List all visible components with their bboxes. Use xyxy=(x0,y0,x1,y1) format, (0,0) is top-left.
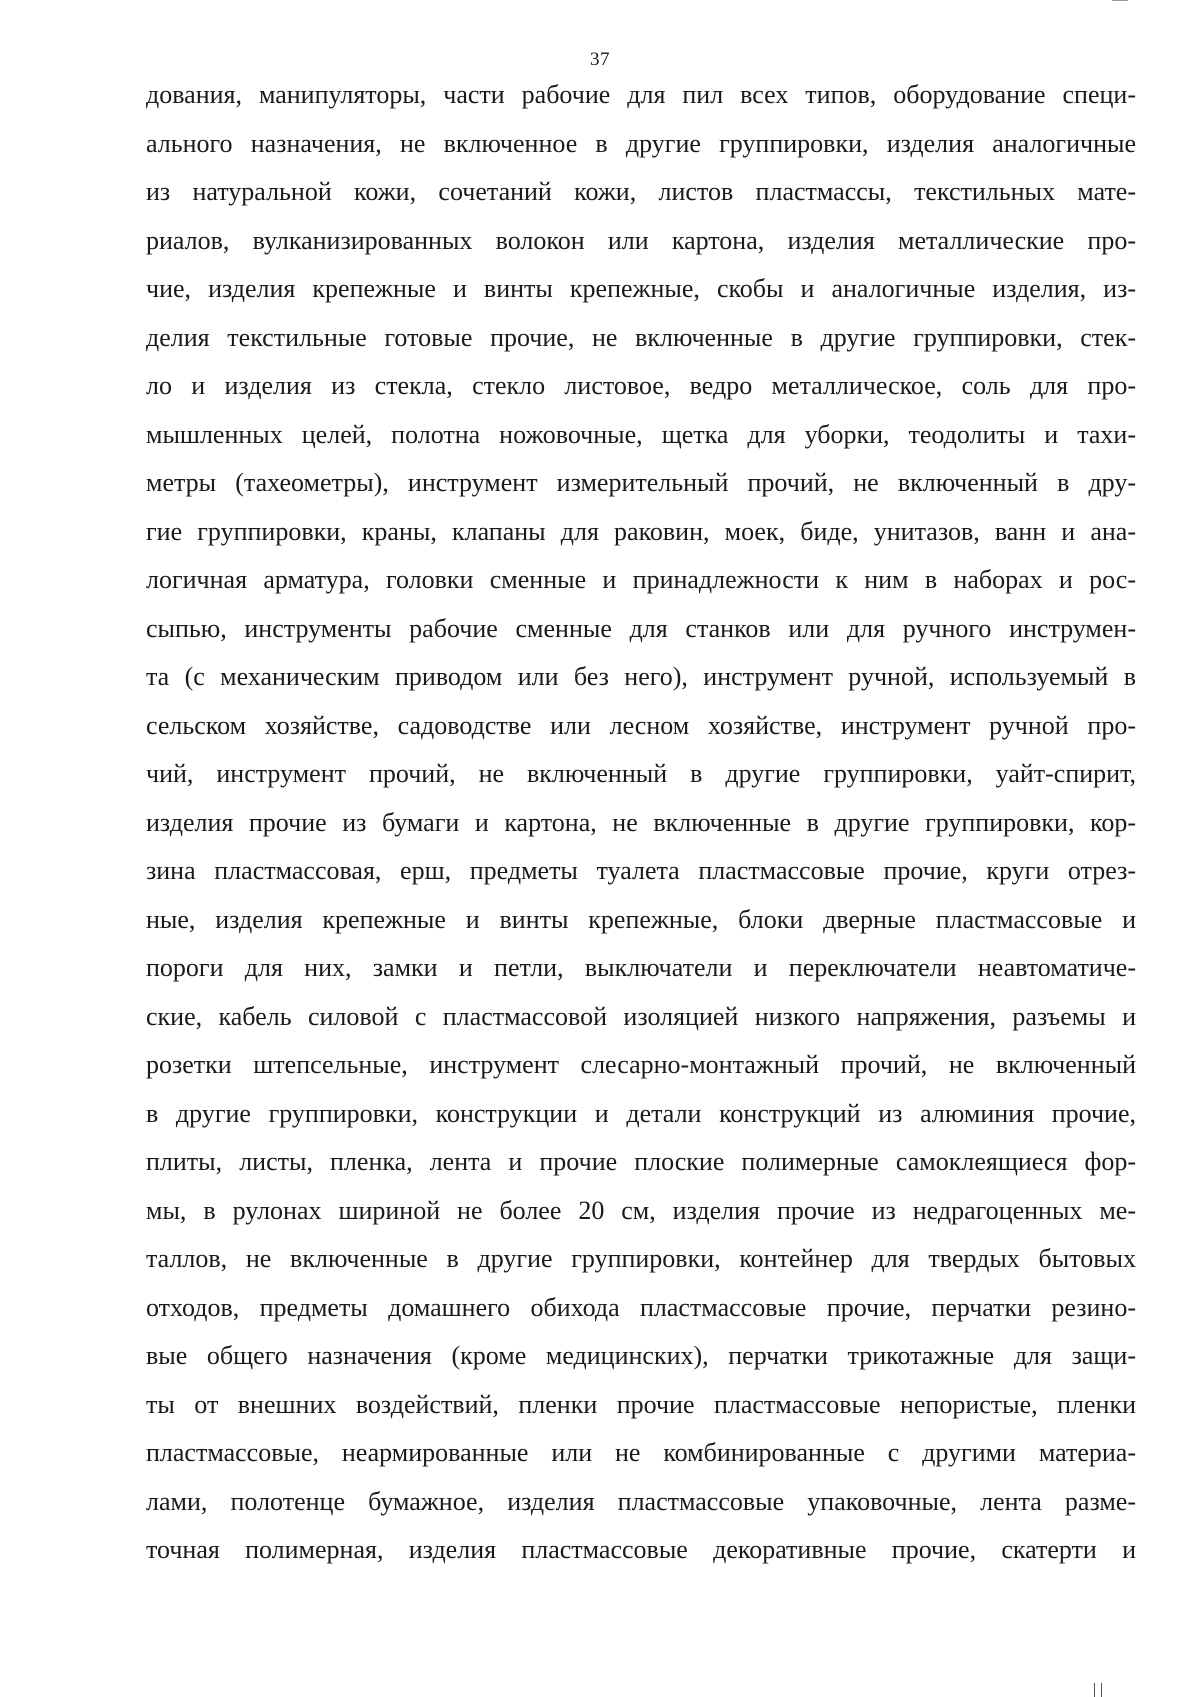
text-line: пороги для них, замки и петли, выключатели и переключатели неавтоматиче- xyxy=(146,953,1136,982)
text-line: вые общего назначения (кроме медицинских), перчатки трикотажные для защи- xyxy=(146,1341,1136,1370)
text-line: из натуральной кожи, сочетаний кожи, листов пластмассы, текстильных мате- xyxy=(146,177,1136,206)
scan-edge-mark-top xyxy=(1112,0,1128,5)
text-line: плиты, листы, пленка, лента и прочие плоские полимерные самоклеящиеся фор- xyxy=(146,1147,1136,1176)
text-line: точная полимерная, изделия пластмассовые декоративные прочие, скатерти и xyxy=(146,1535,1136,1564)
text-line: чие, изделия крепежные и винты крепежные, скобы и аналогичные изделия, из- xyxy=(146,274,1136,303)
text-line: сельском хозяйстве, садоводстве или лесном хозяйстве, инструмент ручной про- xyxy=(146,710,1136,740)
text-line: чий, инструмент прочий, не включенный в другие группировки, уайт-спирит, xyxy=(146,759,1136,788)
text-line: мышленных целей, полотна ножовочные, щетка для уборки, теодолиты и тахи- xyxy=(146,419,1136,449)
page-number: 37 xyxy=(590,49,610,70)
text-line: ального назначения, не включенное в другие группировки, изделия аналогичные xyxy=(146,128,1136,158)
text-line: изделия прочие из бумаги и картона, не включенные в другие группировки, кор- xyxy=(146,807,1136,837)
body-text xyxy=(146,71,1136,1575)
text-line: ло и изделия из стекла, стекло листовое, ведро металлическое, соль для про- xyxy=(146,371,1136,400)
text-line: мы, в рулонах шириной не более 20 см, изделия прочие из недрагоценных ме- xyxy=(146,1195,1136,1225)
text-line: зина пластмассовая, ерш, предметы туалета пластмассовые прочие, круги отрез- xyxy=(146,856,1136,885)
text-line: лами, полотенце бумажное, изделия пластмассовые упаковочные, лента разме- xyxy=(146,1486,1136,1516)
text-line: гие группировки, краны, клапаны для раковин, моек, биде, унитазов, ванн и ана- xyxy=(146,516,1136,546)
text-line: ты от внешних воздействий, пленки прочие пластмассовые непористые, пленки xyxy=(146,1389,1136,1419)
text-line: ные, изделия крепежные и винты крепежные, блоки дверные пластмассовые и xyxy=(146,904,1136,934)
text-line: та (с механическим приводом или без него), инструмент ручной, используемый в xyxy=(146,662,1136,691)
text-line: в другие группировки, конструкции и детали конструкций из алюминия прочие, xyxy=(146,1098,1136,1128)
text-line: пластмассовые, неармированные или не комбинированные с другими материа- xyxy=(146,1438,1136,1467)
text-line: ские, кабель силовой с пластмассовой изоляцией низкого напряжения, разъемы и xyxy=(146,1001,1136,1031)
text-line: таллов, не включенные в другие группировки, контейнер для твердых бытовых xyxy=(146,1244,1136,1273)
text-line: сыпью, инструменты рабочие сменные для станков или для ручного инструмен- xyxy=(146,613,1136,643)
text-line: логичная арматура, головки сменные и принадлежности к ним в наборах и рос- xyxy=(146,565,1136,594)
text-line: риалов, вулканизированных волокон или картона, изделия металлические про- xyxy=(146,225,1136,255)
text-line: розетки штепсельные, инструмент слесарно-монтажный прочий, не включенный xyxy=(146,1050,1136,1079)
text-line: дования, манипуляторы, части рабочие для пил всех типов, оборудование специ- xyxy=(146,80,1136,109)
text-line: отходов, предметы домашнего обихода пластмассовые прочие, перчатки резино- xyxy=(146,1292,1136,1322)
text-line: метры (тахеометры), инструмент измерительный прочий, не включенный в дру- xyxy=(146,468,1136,497)
text-line: делия текстильные готовые прочие, не включенные в другие группировки, стек- xyxy=(146,322,1136,352)
scan-edge-mark-bottom xyxy=(1094,1683,1102,1697)
